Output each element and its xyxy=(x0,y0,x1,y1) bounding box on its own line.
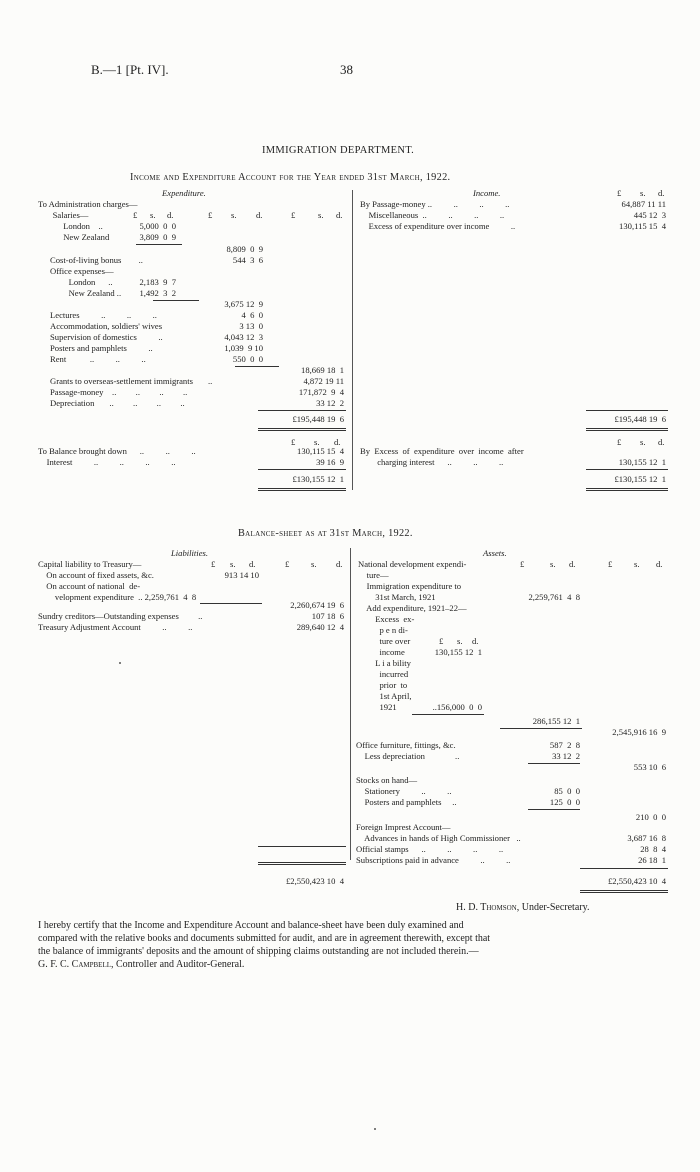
liab-line: Capital liability to Treasury— xyxy=(38,559,142,569)
cur-d: d. xyxy=(256,210,263,220)
cur-s: s. xyxy=(550,559,556,569)
asset-line: 31st March, 1921 xyxy=(358,592,436,602)
inc-line: Excess of expenditure over income .. xyxy=(360,221,516,231)
exp-sub: 4,043 12 3 xyxy=(224,332,263,342)
balance-sheet-title: Balance-sheet as at 31st March, 1922. xyxy=(238,528,413,539)
exp-sub: 3 13 0 xyxy=(239,321,263,331)
liab-line: On account of fixed assets, &c. xyxy=(42,570,154,580)
bal-right-total: £130,155 12 1 xyxy=(614,474,666,484)
exp-line: Accommodation, soldiers' wives xyxy=(50,321,163,331)
cur-pound: £ xyxy=(291,437,296,447)
cur-d: d. xyxy=(658,437,665,447)
cur-d: d. xyxy=(569,559,576,569)
signatory-name: H. D. Thomson xyxy=(456,902,517,913)
cur-pound: £ xyxy=(133,210,138,220)
liab-value: 107 18 6 xyxy=(311,611,344,621)
exp-sub: 4 6 0 xyxy=(241,310,263,320)
audit-certificate: I hereby certify that the Income and Expenditure Account and balance-sheet have been duly examined and compared with the relative books and documents submitted for audit, and are in agreement therewith, except that the balance of immigrants' deposits and the amount of shipping claims outstanding are not included therein.— xyxy=(38,920,491,957)
asset-line: ture— xyxy=(358,570,389,580)
cur-s: s. xyxy=(634,559,640,569)
cur-pound: £ xyxy=(520,559,525,569)
cur-d: d. xyxy=(336,559,343,569)
exp-line: London .. xyxy=(60,277,113,287)
asset-liab-value: ..156,000 0 0 xyxy=(432,702,482,712)
bal-value: 130,115 15 4 xyxy=(297,446,344,456)
expenditure-heading: Expenditure. xyxy=(162,188,206,198)
liabilities-heading: Liabilities. xyxy=(171,548,209,558)
exp-line: London .. xyxy=(46,221,103,231)
cur-s: s. xyxy=(314,437,320,447)
bal-right-value: 130,155 12 1 xyxy=(618,457,666,467)
foreign-line: Subscriptions paid in advance .. .. xyxy=(356,855,511,865)
cur-s: s. xyxy=(150,210,156,220)
exp-grand-total: £195,448 19 6 xyxy=(292,414,344,424)
exp-value: 1,492 3 2 xyxy=(139,288,176,298)
stocks-line: Posters and pamphlets .. xyxy=(356,797,457,807)
bal-right-line: charging interest .. .. .. xyxy=(360,457,504,467)
foreign-value: 28 8 4 xyxy=(640,844,666,854)
asset-line: 1921 xyxy=(358,702,397,712)
signature xyxy=(456,901,589,914)
report-code: B.—1 [Pt. IV]. xyxy=(91,62,169,77)
liab-value: 289,640 12 4 xyxy=(296,622,344,632)
exp-value: 5,000 0 0 xyxy=(139,221,176,231)
exp-sub: 550 0 0 xyxy=(232,354,263,364)
exp-line: Salaries— xyxy=(44,210,89,220)
exp-line: Posters and pamphlets .. xyxy=(50,343,153,353)
cur-d: d. xyxy=(658,188,665,198)
asset-line: prior to xyxy=(358,680,408,690)
bs-divider xyxy=(350,548,351,860)
exp-line: New Zealand .. xyxy=(60,288,122,298)
asset-line: L i a bility xyxy=(358,658,411,668)
ie-account-title: Income and Expenditure Account for the Year ended 31st March, 1922. xyxy=(130,172,451,183)
auditor xyxy=(38,958,244,971)
cur-s: s. xyxy=(230,559,236,569)
page-number: 38 xyxy=(340,62,353,77)
exp-sub: 8,809 0 9 xyxy=(226,244,263,254)
cur-pound: £ xyxy=(617,188,622,198)
page-title: IMMIGRATION DEPARTMENT. xyxy=(262,145,415,156)
exp-line: Lectures .. .. .. xyxy=(50,310,157,320)
assets-heading: Assets. xyxy=(483,548,507,558)
bal-value: 39 16 9 xyxy=(316,457,344,467)
exp-line: Cost-of-living bonus .. xyxy=(50,255,143,265)
cur-d: d. xyxy=(656,559,663,569)
exp-value: 3,809 0 9 xyxy=(139,232,176,242)
cur-d: d. xyxy=(472,636,479,646)
auditor-name: G. F. C. Campbell xyxy=(38,959,111,970)
cur-s: s. xyxy=(457,636,463,646)
inc-value: 130,115 15 4 xyxy=(619,221,666,231)
inc-grand-total: £195,448 19 6 xyxy=(614,414,666,424)
asset-line: p e n di- xyxy=(358,625,408,635)
cur-s: s. xyxy=(318,210,324,220)
asset-line: ture over xyxy=(358,636,411,646)
cur-s: s. xyxy=(311,559,317,569)
cur-pound: £ xyxy=(291,210,296,220)
liab-line: Treasury Adjustment Account .. .. xyxy=(38,622,193,632)
cur-pound: £ xyxy=(617,437,622,447)
cur-s: s. xyxy=(640,437,646,447)
liab-sub: 913 14 10 xyxy=(224,570,259,580)
liab-line: velopment expenditure .. 2,259,761 4 8 xyxy=(42,592,197,602)
exp-total: 171,872 9 4 xyxy=(298,387,344,397)
exp-value: 2,183 9 7 xyxy=(139,277,176,287)
furniture-line: Office furniture, fittings, &c. xyxy=(356,740,456,750)
stocks-line: Stationery .. .. xyxy=(356,786,452,796)
cur-d: d. xyxy=(336,210,343,220)
cur-pound: £ xyxy=(608,559,613,569)
exp-line: Supervision of domestics .. xyxy=(50,332,163,342)
inc-line: By Passage-money .. .. .. .. xyxy=(360,199,510,209)
signatory-role: , Under-Secretary. xyxy=(516,902,590,913)
stocks-value: 125 0 0 xyxy=(549,797,580,807)
liab-line: On account of national de- xyxy=(42,581,141,591)
cur-s: s. xyxy=(231,210,237,220)
exp-sub: 544 3 6 xyxy=(232,255,263,265)
asset-line: Immigration expenditure to xyxy=(358,581,462,591)
exp-line: New Zealand xyxy=(46,232,110,242)
liab-grand-total: £2,550,423 10 4 xyxy=(285,876,344,886)
foreign-value: 3,687 16 8 xyxy=(627,833,666,843)
cur-pound: £ xyxy=(285,559,290,569)
exp-sub: 1,039 9 10 xyxy=(224,343,263,353)
exp-total: 4,872 19 11 xyxy=(303,376,344,386)
exp-total: 33 12 2 xyxy=(316,398,344,408)
stocks-value: 85 0 0 xyxy=(554,786,580,796)
exp-line: Passage-money .. .. .. .. xyxy=(50,387,188,397)
foreign-line: Official stamps .. .. .. .. xyxy=(356,844,504,854)
exp-line: To Administration charges— xyxy=(38,199,138,209)
inc-line: Miscellaneous .. .. .. .. xyxy=(360,210,505,220)
asset-total-value: 2,545,916 16 9 xyxy=(612,727,666,737)
liab-line: Sundry creditors—Outstanding expenses .. xyxy=(38,611,203,621)
exp-line: Office expenses— xyxy=(50,266,114,276)
bal-line: To Balance brought down .. .. .. xyxy=(38,446,196,456)
stocks-line: Stocks on hand— xyxy=(356,775,418,785)
foreign-line: Foreign Imprest Account— xyxy=(356,822,451,832)
exp-sub: 3,675 12 9 xyxy=(224,299,263,309)
asset-sub-value: 286,155 12 1 xyxy=(532,716,580,726)
stocks-total-value: 210 0 0 xyxy=(635,812,666,822)
auditor-role: , Controller and Auditor-General. xyxy=(111,959,245,970)
cur-pound: £ xyxy=(211,559,216,569)
exp-total: 18,669 18 1 xyxy=(301,365,344,375)
asset-imm-value: 2,259,761 4 8 xyxy=(528,592,580,602)
furniture-value: 33 12 2 xyxy=(552,751,580,761)
assets-grand-total: £2,550,423 10 4 xyxy=(607,876,666,886)
asset-line: Add expenditure, 1921–22— xyxy=(358,603,467,613)
ie-divider xyxy=(352,190,353,490)
exp-line: Rent .. .. .. xyxy=(50,354,146,364)
furniture-line: Less depreciation .. xyxy=(356,751,460,761)
bal-total: £130,155 12 1 xyxy=(292,474,344,484)
exp-line: Depreciation .. .. .. .. xyxy=(50,398,185,408)
cur-pound: £ xyxy=(439,636,444,646)
asset-line: income xyxy=(358,647,405,657)
asset-excess-value: 130,155 12 1 xyxy=(434,647,482,657)
bal-right-line: By Excess of expenditure over income after xyxy=(360,446,524,456)
income-heading: Income. xyxy=(473,188,501,198)
asset-line: Excess ex- xyxy=(358,614,415,624)
inc-value: 64,887 11 11 xyxy=(621,199,666,209)
foreign-line: Advances in hands of High Commissioner .. xyxy=(356,833,521,843)
asset-line: incurred xyxy=(358,669,409,679)
cur-pound: £ xyxy=(208,210,213,220)
foreign-value: 26 18 1 xyxy=(638,855,666,865)
cur-d: d. xyxy=(334,437,341,447)
exp-line: Grants to overseas-settlement immigrants .. xyxy=(50,376,213,386)
inc-value: 445 12 3 xyxy=(633,210,666,220)
cur-d: d. xyxy=(167,210,174,220)
asset-line: 1st April, xyxy=(358,691,412,701)
cur-d: d. xyxy=(249,559,256,569)
cur-s: s. xyxy=(640,188,646,198)
bal-line: Interest .. .. .. .. xyxy=(38,457,176,467)
asset-line: National development expendi- xyxy=(358,559,467,569)
liab-value: 2,260,674 19 6 xyxy=(290,600,344,610)
furniture-value: 587 2 8 xyxy=(549,740,580,750)
furniture-net-value: 553 10 6 xyxy=(633,762,666,772)
